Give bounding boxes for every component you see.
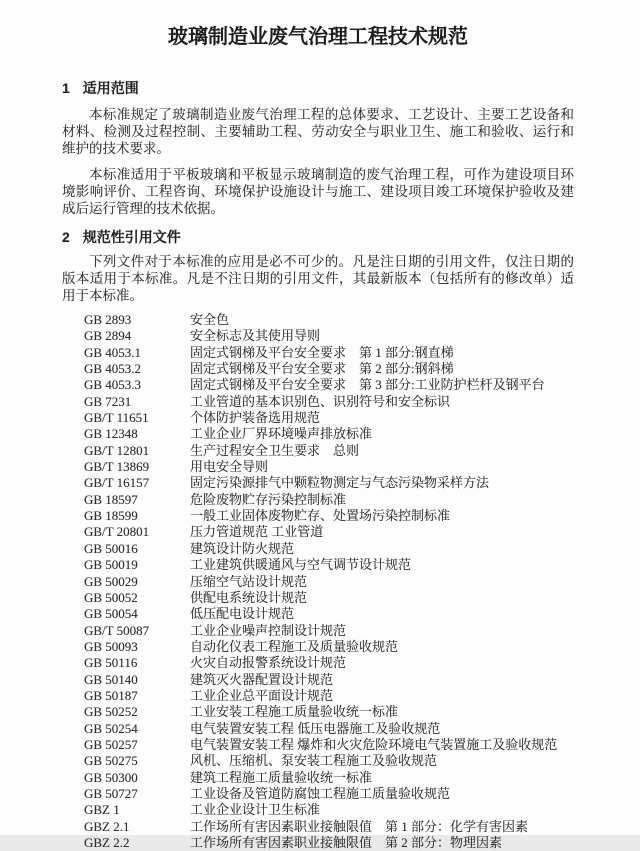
reference-title: 安全色 [190, 312, 230, 327]
reference-title: 低压配电设计规范 [190, 606, 295, 622]
reference-title: 工作场所有害因素职业接触限值 第 2 部分：物理因素 [190, 835, 503, 850]
reference-row [84, 802, 574, 818]
reference-row [84, 606, 574, 622]
section-2-number: 2 [62, 229, 70, 245]
reference-code: GB/T 11651 [84, 410, 149, 426]
reference-row [84, 377, 574, 393]
reference-code: GB 7231 [84, 393, 132, 409]
reference-code: GB 50275 [84, 753, 138, 769]
reference-row [84, 475, 574, 491]
reference-title: 固定式钢梯及平台安全要求 第 3 部分:工业防护栏杆及钢平台 [190, 377, 545, 393]
reference-code: GB 18597 [84, 491, 138, 507]
reference-title: 工业安装工程施工质量验收统一标准 [190, 704, 399, 720]
reference-code: GB 50052 [84, 589, 138, 605]
reference-code: GB 50300 [84, 769, 138, 785]
reference-row [84, 459, 574, 475]
reference-code: GB 50140 [84, 671, 138, 687]
reference-code: GB 4053.2 [84, 361, 142, 377]
reference-title: 工业设备及管道防腐蚀工程施工质量验收规范 [190, 785, 451, 801]
reference-title: 自动化仪表工程施工及质量验收规范 [190, 638, 399, 654]
reference-code: GB 50054 [84, 606, 138, 622]
reference-code: GB 50029 [84, 573, 138, 589]
reference-row [84, 704, 574, 720]
reference-title: 危险废物贮存污染控制标准 [190, 491, 347, 507]
reference-row [84, 443, 574, 459]
section-1-paragraph-1: 本标准规定了玻璃制造业废气治理工程的总体要求、工艺设计、主要工艺设备和材料、检测及过程控制、主要辅助工程、劳动安全与职业卫生、施工和验收、运行和维护的技术要求。 [62, 107, 574, 156]
reference-row [84, 786, 574, 802]
reference-code: GB 50254 [84, 720, 138, 736]
document-title: 玻璃制造业废气治理工程技术规范 [168, 26, 468, 48]
reference-row [84, 770, 574, 786]
reference-row [84, 835, 574, 851]
reference-row [84, 361, 574, 377]
reference-title: 生产过程安全卫生要求 总则 [190, 442, 360, 458]
reference-code: GB/T 12801 [84, 442, 150, 458]
reference-code: GB 50116 [84, 655, 138, 671]
reference-row [84, 426, 574, 442]
reference-title: 工业管道的基本识别色、识别符号和安全标识 [190, 393, 451, 409]
reference-code: GB 50093 [84, 638, 138, 654]
reference-title: 供配电系统设计规范 [190, 589, 308, 605]
reference-code: GB 18599 [84, 508, 138, 524]
reference-title: 工业建筑供暖通风与空气调节设计规范 [190, 557, 412, 573]
reference-code: GBZ 2.2 [84, 835, 130, 850]
reference-code: GB 2894 [84, 328, 132, 344]
reference-row [84, 508, 574, 524]
section-2-title: 规范性引用文件 [82, 229, 181, 245]
reference-row [84, 541, 574, 557]
reference-row [84, 524, 574, 540]
reference-code: GB 50019 [84, 557, 138, 573]
reference-code: GB 12348 [84, 426, 138, 442]
reference-row [84, 312, 574, 328]
section-1-paragraph-2: 本标准适用于平板玻璃和平板显示玻璃制造的废气治理工程，可作为建设项目环境影响评价、工程咨询、环境保护设施设计与施工、建设项目竣工环境保护验收及建成后运行管理的技术依据。 [62, 167, 574, 216]
reference-code: GB 4053.1 [84, 344, 142, 360]
reference-title: 压缩空气站设计规范 [190, 573, 308, 589]
reference-code: GB 50187 [84, 687, 138, 703]
reference-row [84, 639, 574, 655]
reference-row [84, 819, 574, 835]
section-1-heading [62, 80, 574, 97]
section-1-title: 适用范围 [82, 80, 139, 96]
reference-title: 火灾自动报警系统设计规范 [190, 655, 347, 671]
reference-code: GB 50257 [84, 736, 138, 752]
reference-title: 电气装置安装工程 低压电器施工及验收规范 [190, 720, 441, 736]
reference-code: GBZ 1 [84, 802, 120, 818]
reference-row [84, 345, 574, 361]
reference-title: 压力管道规范 工业管道 [190, 524, 324, 540]
reference-code: GB/T 13869 [84, 459, 150, 475]
reference-code: GB 50016 [84, 540, 138, 556]
reference-row [84, 492, 574, 508]
reference-row [84, 557, 574, 573]
reference-row [84, 655, 574, 671]
section-1-number: 1 [62, 80, 70, 96]
reference-title: 风机、压缩机、泵安装工程施工及验收规范 [190, 753, 438, 769]
reference-row [84, 753, 574, 769]
reference-row [84, 688, 574, 704]
reference-title: 建筑设计防火规范 [190, 540, 295, 556]
reference-row [84, 590, 574, 606]
reference-title: 用电安全导则 [190, 459, 269, 475]
reference-title: 固定式钢梯及平台安全要求 第 2 部分:钢斜梯 [190, 361, 454, 377]
reference-title: 个体防护装备选用规范 [190, 410, 321, 426]
reference-title: 一般工业固体废物贮存、处置场污染控制标准 [190, 508, 451, 524]
reference-code: GB 4053.3 [84, 377, 142, 393]
reference-title: 建筑灭火器配置设计规范 [190, 671, 334, 687]
reference-row [84, 394, 574, 410]
reference-title: 建筑工程施工质量验收统一标准 [190, 769, 373, 785]
reference-title: 电气装置安装工程 爆炸和火灾危险环境电气装置施工及验收规范 [190, 736, 558, 752]
reference-row [84, 672, 574, 688]
section-2-paragraph-1: 下列文件对于本标准的应用是必不可少的。凡是注日期的引用文件，仅注日期的版本适用于本标准。凡是不注日期的引用文件，其最新版本（包括所有的修改单）适用于本标准。 [62, 254, 574, 303]
reference-title: 安全标志及其使用导则 [190, 328, 321, 344]
reference-code: GB/T 16157 [84, 475, 150, 491]
reference-row [84, 721, 574, 737]
reference-title: 工业企业噪声控制设计规范 [190, 622, 347, 638]
reference-code: GB 2893 [84, 312, 132, 327]
reference-title: 工业企业总平面设计规范 [190, 687, 334, 703]
reference-title: 工业企业厂界环境噪声排放标准 [190, 426, 373, 442]
references-list [84, 312, 574, 851]
reference-row [84, 574, 574, 590]
reference-code: GB/T 50087 [84, 622, 150, 638]
reference-code: GB 50727 [84, 785, 138, 801]
reference-code: GBZ 2.1 [84, 818, 130, 834]
reference-row [84, 328, 574, 344]
reference-title: 工业企业设计卫生标准 [190, 802, 321, 818]
reference-code: GB 50252 [84, 704, 138, 720]
reference-row [84, 623, 574, 639]
reference-row [84, 410, 574, 426]
reference-title: 固定污染源排气中颗粒物测定与气态污染物采样方法 [190, 475, 490, 491]
reference-title: 固定式钢梯及平台安全要求 第 1 部分:钢直梯 [190, 344, 454, 360]
section-2-heading [62, 229, 574, 246]
reference-title: 工作场所有害因素职业接触限值 第 1 部分：化学有害因素 [190, 818, 529, 834]
reference-code: GB/T 20801 [84, 524, 150, 540]
reference-row [84, 737, 574, 753]
